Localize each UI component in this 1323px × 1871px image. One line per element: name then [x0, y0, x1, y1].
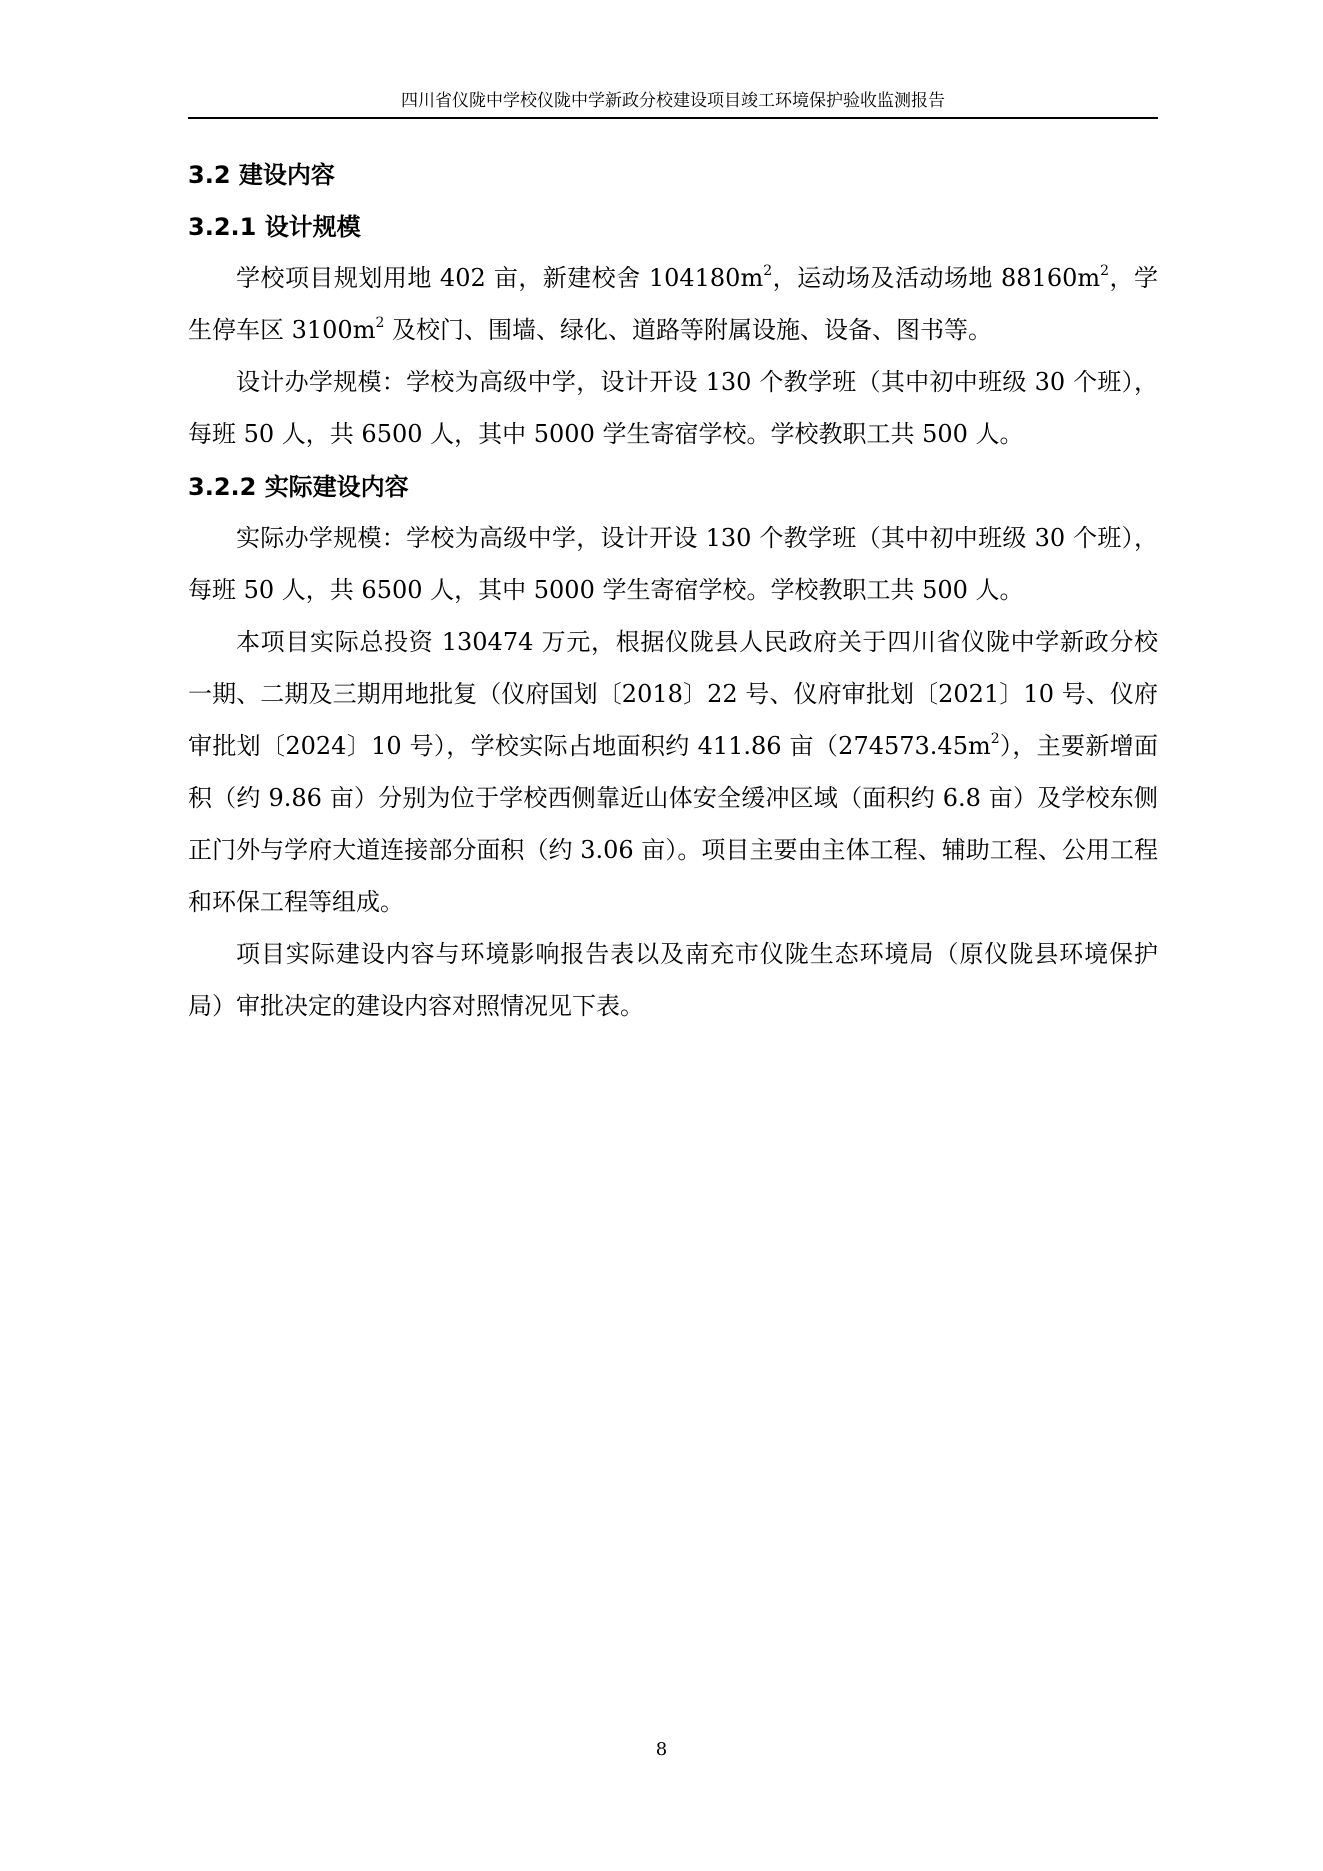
text-segment: 及校门、围墙、绿化、道路等附属设施、设备、图书等。 [384, 316, 993, 344]
text-segment: ，运动场及活动场地 88160m [772, 264, 1101, 292]
actual-school-scale-paragraph: 实际办学规模：学校为高级中学，设计开设 130 个教学班（其中初中班级 30 个班），每班 50 人，共 6500 人，其中 5000 学生寄宿学校。学校教职工共 500 人。 [188, 524, 1158, 604]
page-header: 四川省仪陇中学校仪陇中学新政分校建设项目竣工环境保护验收监测报告 [401, 91, 945, 111]
superscript: 2 [990, 731, 1000, 747]
actual-investment-paragraph [188, 616, 1158, 928]
superscript: 2 [763, 263, 773, 279]
section-heading-3-2-2: 3.2.2 实际建设内容 [188, 473, 409, 501]
text-segment: ），主要新增面积（约 9.86 亩）分别为位于学校西侧靠近山体安全缓冲区域（面积约 6.8 亩）及学校东侧正门外与学府大道连接部分面积（约 3.06 亩）。项目主要由主体工程、辅助工程、公用工程和环保工程等组成。 [188, 732, 1159, 916]
text-segment: 学校项目规划用地 402 亩，新建校舍 104180m [236, 264, 764, 292]
text-segment: 本项目实际总投资 130474 万元，根据仪陇县人民政府关于四川省仪陇中学新政分校一期、二期及三期用地批复（仪府国划〔2018〕22 号、仪府审批划〔2021〕10 号、仪府审批划〔2024〕10 号），学校实际占地面积约 411.86 亩（274573.45m [188, 628, 1158, 760]
design-school-scale-paragraph: 设计办学规模：学校为高级中学，设计开设 130 个教学班（其中初中班级 30 个班），每班 50 人，共 6500 人，其中 5000 学生寄宿学校。学校教职工共 500 人。 [188, 368, 1158, 448]
superscript: 2 [1100, 263, 1110, 279]
page-number: 8 [655, 1739, 668, 1760]
superscript: 2 [375, 315, 385, 331]
text-segment: ，学生停车区 3100m [188, 264, 1159, 344]
section-heading-3-2: 3.2 建设内容 [188, 161, 335, 189]
section-heading-3-2-1: 3.2.1 设计规模 [188, 213, 361, 241]
document-body [188, 150, 1158, 1032]
header-divider [188, 117, 1158, 119]
comparison-note-paragraph: 项目实际建设内容与环境影响报告表以及南充市仪陇生态环境局（原仪陇县环境保护局）审批决定的建设内容对照情况见下表。 [188, 940, 1158, 1020]
design-scale-paragraph [188, 252, 1158, 356]
